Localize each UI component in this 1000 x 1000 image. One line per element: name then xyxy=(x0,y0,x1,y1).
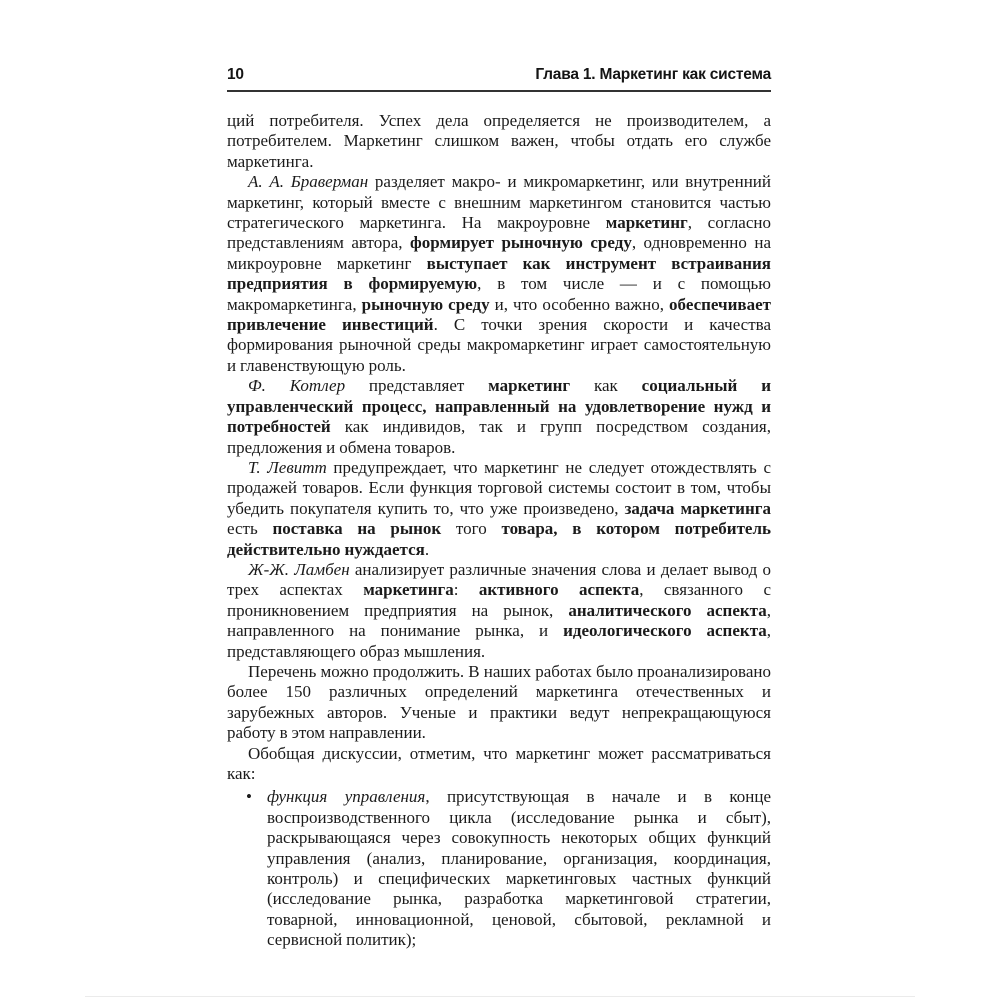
text-run: обеспечивает привлечение инвестиций xyxy=(227,294,771,335)
text-run: , в том числе — и с помощью макромаркетинга, xyxy=(227,274,771,314)
text-run: . xyxy=(424,539,430,559)
text-run: А. А. Браверман xyxy=(248,172,369,192)
text-run: , направленного на понимание рынка, и xyxy=(227,600,771,641)
text-run: Перечень можно продолжить. В наших работах было проанализировано более 150 различных определений маркетинга отечественных и зарубежных авторов. Ученые и практики ведут непрекращающуюся работу в этом направлении. xyxy=(227,661,771,743)
text-run: рыночную среду xyxy=(361,294,490,314)
text-run: , одновременно на микроуровне маркетинг xyxy=(227,233,772,273)
paragraph xyxy=(227,662,771,744)
text-run: есть xyxy=(227,519,273,539)
text-run: , представляющего образ мышления. xyxy=(227,621,771,661)
text-run: Ж-Ж. Ламбен xyxy=(248,559,350,579)
text-run: . С точки зрения скорости и качества формирования рыночной среды макромаркетинг играет самостоятельную и главенствующую роль. xyxy=(227,315,771,375)
page-body xyxy=(227,111,771,951)
page-bottom-edge xyxy=(85,996,915,997)
text-run: , связанного с проникновением предприятия на рынок, xyxy=(227,580,771,620)
text-run: активного аспекта xyxy=(478,580,640,600)
paragraph xyxy=(227,744,771,785)
text-run: функция управления xyxy=(267,787,426,807)
text-run: , согласно представлениям автора, xyxy=(227,213,771,253)
text-run: поставка на рынок xyxy=(272,519,442,539)
text-run: товара, в котором потребитель действительно нуждается xyxy=(227,519,771,559)
text-run: задача маркетинга xyxy=(624,498,771,518)
paragraph xyxy=(227,172,771,376)
text-run: выступает как инструмент встраивания предприятия в формируемую xyxy=(227,253,772,294)
text-run: формирует рыночную среду xyxy=(410,233,632,253)
text-run: как xyxy=(570,376,642,396)
text-run: аналитического аспекта xyxy=(568,600,767,620)
paragraph xyxy=(227,560,771,662)
text-run: и, что особенно важно, xyxy=(489,294,670,314)
running-head xyxy=(227,66,771,90)
bullet-marker-icon: • xyxy=(246,787,252,807)
text-run: маркетинга xyxy=(363,580,454,600)
page-number: 10 xyxy=(227,66,244,83)
text-run: Обобщая дискуссии, отметим, что маркетинг может рассматриваться как: xyxy=(227,743,771,783)
paragraph xyxy=(227,458,771,560)
header-rule xyxy=(227,90,771,92)
text-run: представляет xyxy=(345,376,489,396)
text-run: социальный и управленческий процесс, направленный на удовлетворение нужд и потребностей xyxy=(227,376,771,437)
text-run: маркетинг xyxy=(488,376,571,396)
text-run: Ф. Котлер xyxy=(248,376,346,396)
text-run: как индивидов, так и групп посредством создания, предложения и обмена товаров. xyxy=(227,417,771,457)
text-run: разделяет макро- и микромаркетинг, или внутренний маркетинг, который вместе с внешним маркетингом становится частью стратегического маркетинга. На макроуровне xyxy=(227,172,771,233)
text-run: ций потребителя. Успех дела определяется не производителем, а потребителем. Маркетинг слишком важен, чтобы отдать его службе маркетинга. xyxy=(227,111,771,171)
text-run: , присутствующая в начале и в конце воспроизводственного цикла (исследование рынка и сбыт), раскрывающаяся через совокупность некоторых общих функций управления (анализ, планирование, организация, координация, контроль) и специфических маркетинговых частных функций (исследование рынка, разработка маркетинговой стратегии, товарной, инновационной, ценовой, сбытовой, рекламной и сервисной политик); xyxy=(267,787,771,950)
text-run: идеологического аспекта xyxy=(563,621,767,641)
paragraph xyxy=(227,111,771,172)
text-run: Т. Левитт xyxy=(248,457,327,477)
page-header xyxy=(227,66,771,92)
text-run: : xyxy=(453,580,479,600)
text-run: маркетинг xyxy=(605,213,688,233)
bullet-item xyxy=(227,787,771,950)
chapter-title: Глава 1. Маркетинг как система xyxy=(535,66,771,83)
text-run: того xyxy=(441,519,502,539)
paragraph xyxy=(227,376,771,458)
text-run: предупреждает, что маркетинг не следует отождествлять с продажей товаров. Если функция торговой системы состоит в том, чтобы убедить покупателя купить то, что уже произведено, xyxy=(227,457,771,518)
text-run: анализирует различные значения слова и делает вывод о трех аспектах xyxy=(227,559,771,600)
